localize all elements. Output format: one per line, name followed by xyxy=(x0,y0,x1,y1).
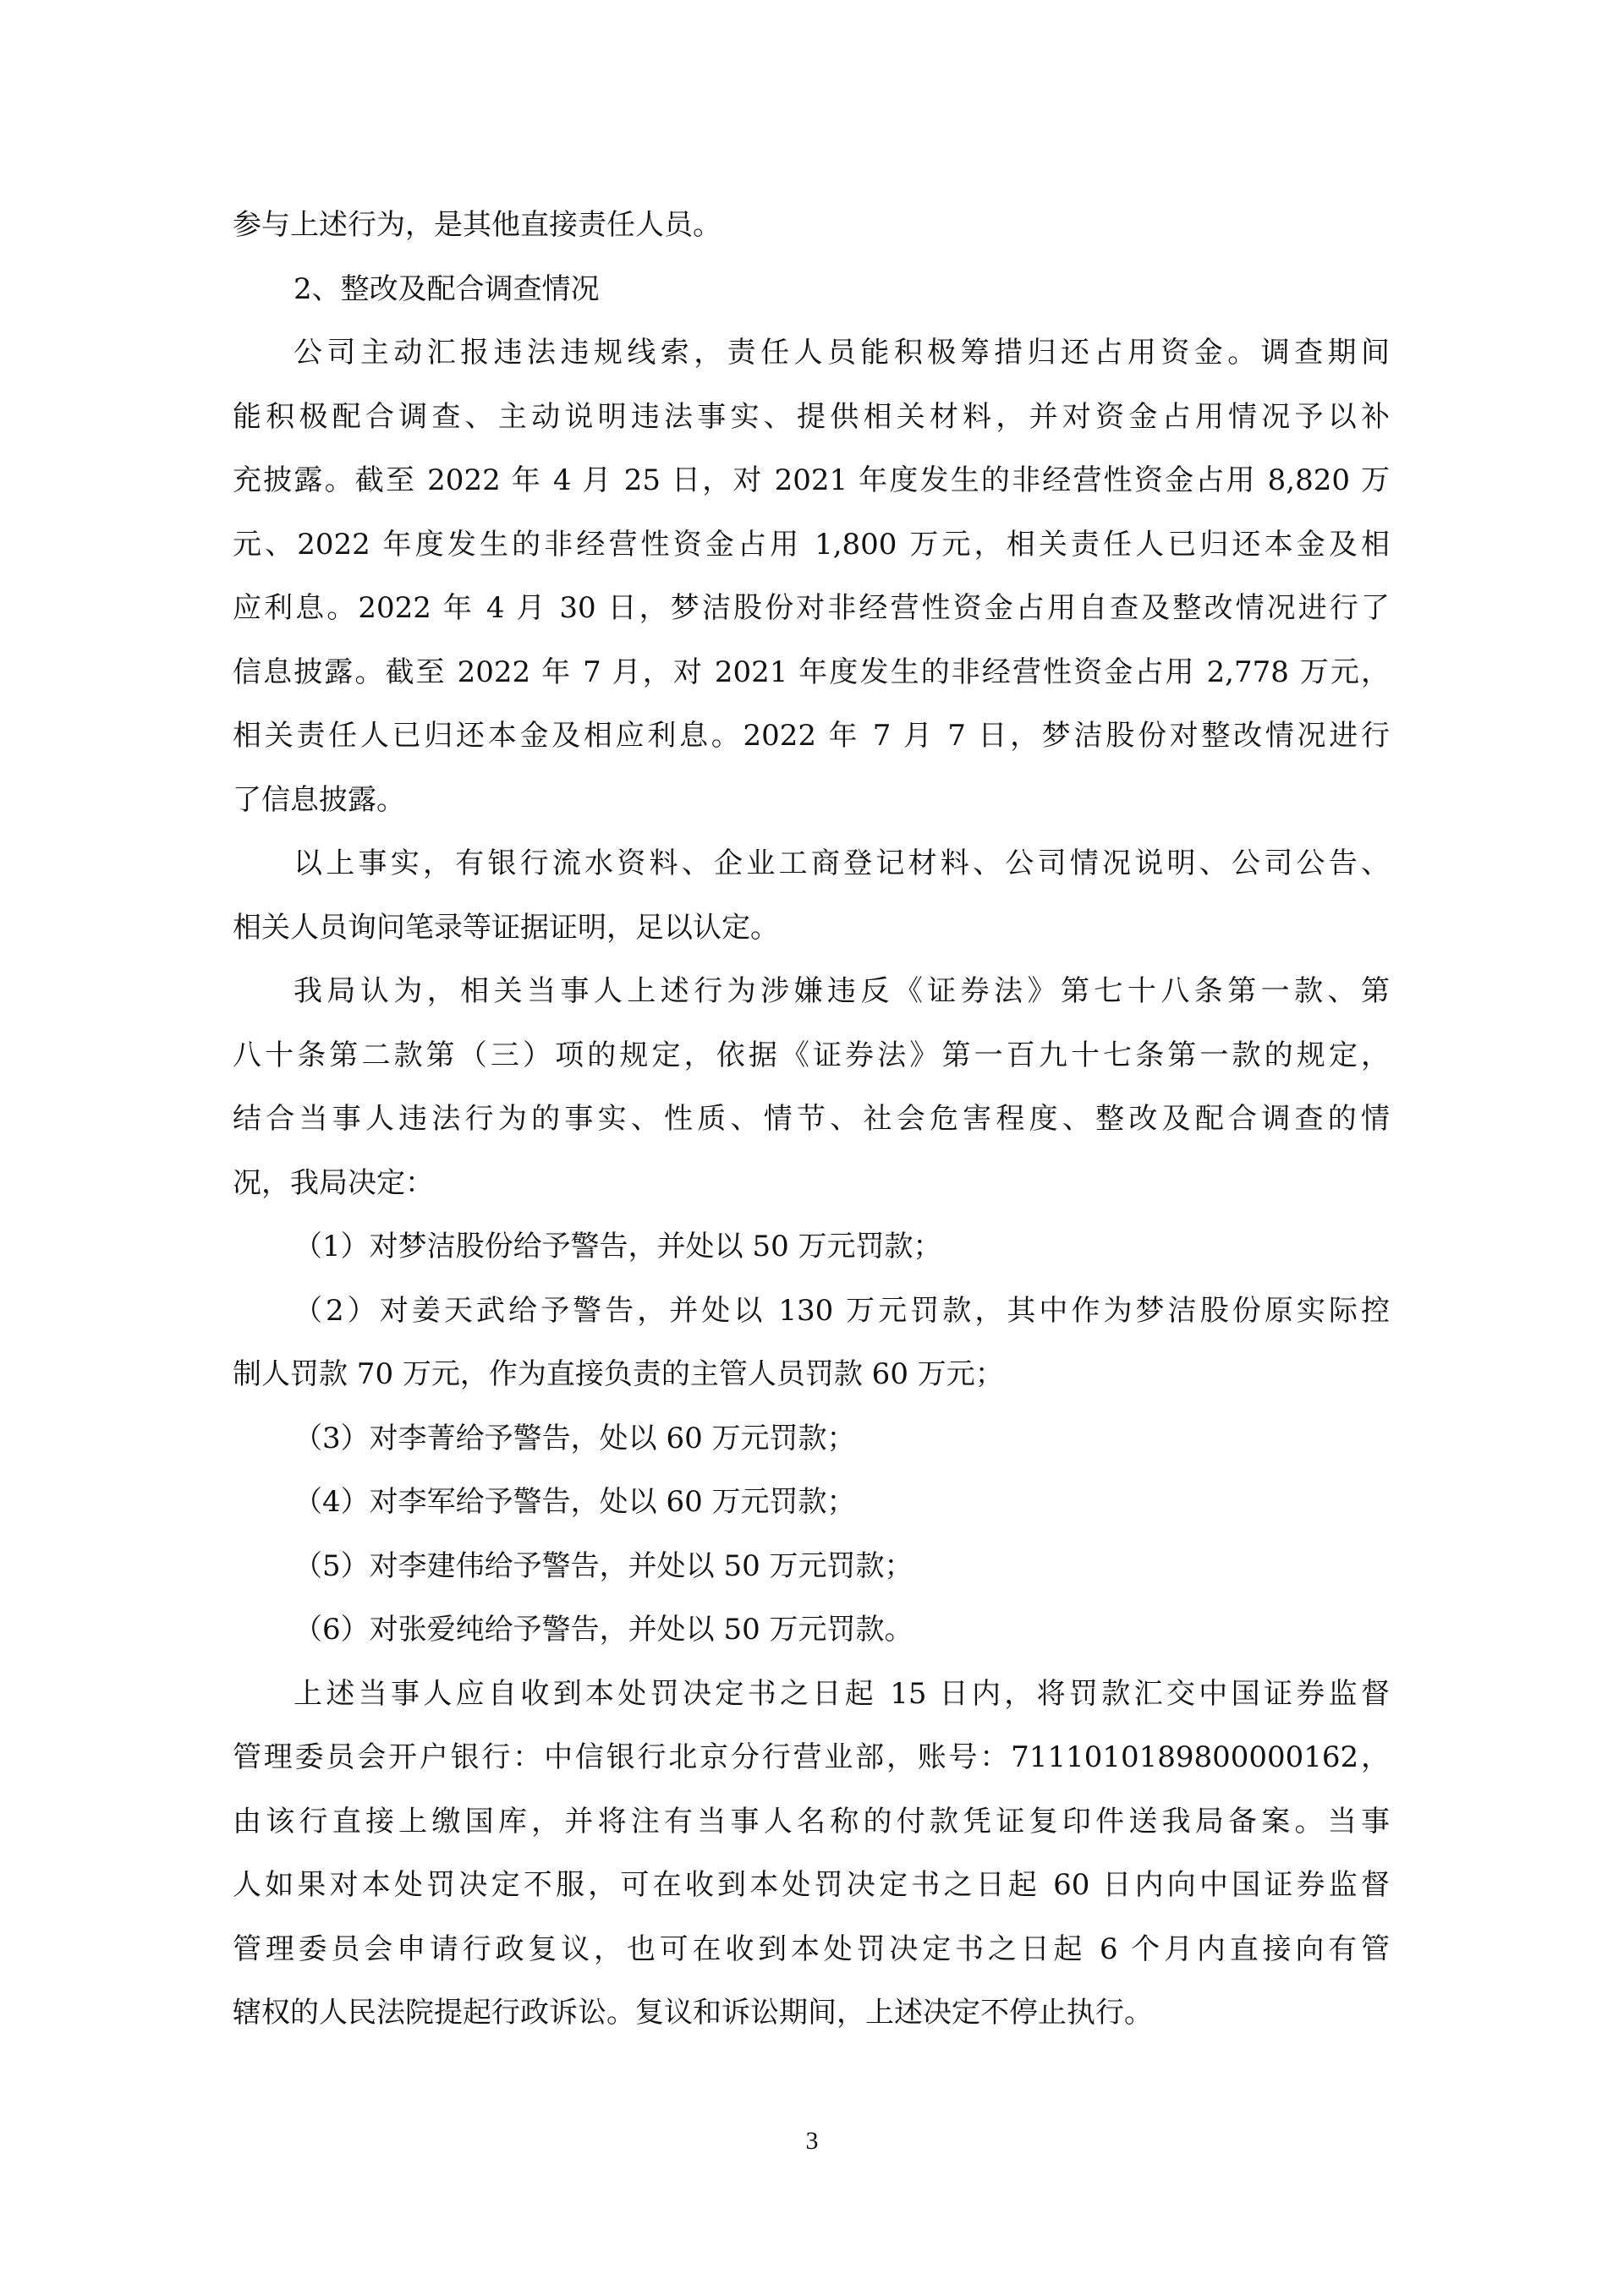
text-line: 以上事实，有银行流水资料、企业工商登记材料、公司情况说明、公司公告、 xyxy=(294,847,1390,880)
text-line: 元、2022 年度发生的非经营性资金占用 1,800 万元，相关责任人已归还本金及相 xyxy=(233,527,1390,562)
document-body xyxy=(233,194,1390,2046)
penalty-item-2: （2）对姜天武给予警告，并处以 130 万元罚款，其中作为梦洁股份原实际控 xyxy=(294,1293,1390,1328)
text-line: 能积极配合调查、主动说明违法事实、提供相关材料，并对资金占用情况予以补 xyxy=(233,399,1390,434)
text-line: 况，我局决定： xyxy=(233,1165,434,1200)
text-line: 信息披露。截至 2022 年 7 月，对 2021 年度发生的非经营性资金占用 2,778 万元， xyxy=(233,655,1390,689)
text-line: 我局认为，相关当事人上述行为涉嫌违反《证券法》第七十八条第一款、第 xyxy=(294,974,1390,1008)
penalty-item-2-cont: 制人罚款 70 万元，作为直接负责的主管人员罚款 60 万元； xyxy=(233,1357,1004,1391)
penalty-item-5: （5）对李建伟给予警告，并处以 50 万元罚款； xyxy=(294,1548,914,1583)
section-heading: 2、整改及配合调查情况 xyxy=(294,271,600,306)
text-line: 管理委员会申请行政复议，也可在收到本处罚决定书之日起 6 个月内直接向有管 xyxy=(233,1932,1390,1966)
text-line: 充披露。截至 2022 年 4 月 25 日，对 2021 年度发生的非经营性资金占用 8,820 万 xyxy=(233,463,1390,497)
penalty-item-3: （3）对李菁给予警告，处以 60 万元罚款； xyxy=(294,1421,856,1455)
text-line: 公司主动汇报违法违规线索，责任人员能积极筹措归还占用资金。调查期间 xyxy=(294,336,1390,370)
text-line: 相关责任人已归还本金及相应利息。2022 年 7 月 7 日，梦洁股份对整改情况进行 xyxy=(233,719,1390,753)
text-line: 上述当事人应自收到本处罚决定书之日起 15 日内，将罚款汇交中国证券监督 xyxy=(294,1676,1390,1711)
text-line: 人如果对本处罚决定不服，可在收到本处罚决定书之日起 60 日内向中国证券监督 xyxy=(233,1868,1390,1902)
page-number: 3 xyxy=(805,2127,819,2155)
text-line: 结合当事人违法行为的事实、性质、情节、社会危害程度、整改及配合调查的情 xyxy=(233,1102,1390,1136)
penalty-item-1: （1）对梦洁股份给予警告，并处以 50 万元罚款； xyxy=(294,1230,942,1263)
text-line: 了信息披露。 xyxy=(233,782,405,817)
text-line: 八十条第二款第（三）项的规定，依据《证券法》第一百九十七条第一款的规定， xyxy=(233,1038,1390,1072)
text-line: 应利息。2022 年 4 月 30 日，梦洁股份对非经营性资金占用自查及整改情况进行了 xyxy=(233,591,1390,625)
text-line: 相关人员询问笔录等证据证明，足以认定。 xyxy=(233,910,779,945)
text-line: 管理委员会开户银行：中信银行北京分行营业部，账号：7111010189800000162， xyxy=(233,1740,1390,1774)
penalty-item-4: （4）对李军给予警告，处以 60 万元罚款； xyxy=(294,1485,856,1519)
penalty-item-6: （6）对张爱纯给予警告，并处以 50 万元罚款。 xyxy=(294,1613,914,1647)
text-line: 辖权的人民法院提起行政诉讼。复议和诉讼期间，上述决定不停止执行。 xyxy=(233,1996,1153,2030)
text-line: 由该行直接上缴国库，并将注有当事人名称的付款凭证复印件送我局备案。当事 xyxy=(233,1804,1390,1838)
text-line: 参与上述行为，是其他直接责任人员。 xyxy=(233,208,721,242)
